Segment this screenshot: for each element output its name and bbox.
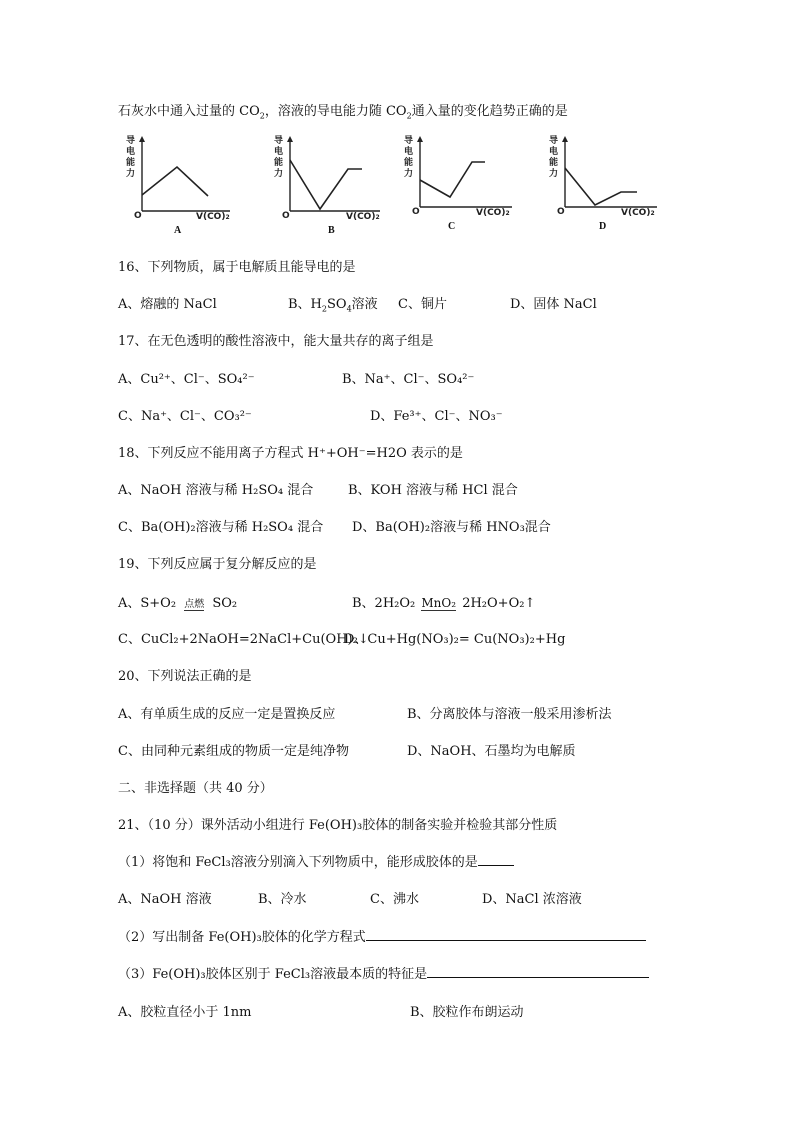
q18-option-d: D、Ba(OH)₂溶液与稀 HNO₃混合 [352,520,551,535]
graph-c-line [420,162,485,197]
graph-a [118,133,238,238]
q16-option-b: B、$H_2SO_4$溶液 [288,297,378,314]
intro-text-pre: 石灰水中通入过量的 CO [118,104,260,119]
q17-option-a: A、Cu²⁺、Cl⁻、SO₄²⁻ [118,372,255,387]
svg-text:电: 电 [404,147,414,157]
answer-blank-2[interactable] [366,928,646,941]
graph-c [400,133,520,238]
q18-option-a: A、NaOH 溶液与稀 H₂SO₄ 混合 [118,483,314,498]
q18-stem: 18、下列反应不能用离子方程式 H⁺+OH⁻=H2O 表示的是 [118,446,463,461]
q21-part1: （1）将饱和 FeCl₃溶液分别滴入下列物质中，能形成胶体的是 [118,851,514,870]
svg-text:导: 导 [404,136,414,146]
q16-option-c: C、铜片 [398,297,447,312]
reaction-condition: 点燃 [184,595,204,611]
q20-option-a: A、有单质生成的反应一定是置换反应 [118,707,336,722]
svg-text:V(CO)2: V(CO)2 [346,212,380,222]
intro-question: 石灰水中通入过量的 $CO_2$，溶液的导电能力随 $CO_2$通入量的变化趋势正确的是 [118,104,568,121]
svg-text:导: 导 [274,136,284,146]
svg-text:O: O [557,207,565,217]
q18-option-b: B、KOH 溶液与稀 HCl 混合 [348,483,518,498]
q21-option-d: D、NaCl 浓溶液 [482,892,582,907]
graph-b [270,133,390,238]
graph-b-svg [270,133,390,223]
q18-option-c: C、Ba(OH)₂溶液与稀 H₂SO₄ 混合 [118,520,324,535]
svg-text:电: 电 [126,147,136,157]
q16-option-d: D、固体 NaCl [510,297,597,312]
q16-option-a: A、熔融的 NaCl [118,297,217,312]
svg-text:V(CO)2: V(CO)2 [621,208,655,218]
q20-option-c: C、由同种元素组成的物质一定是纯净物 [118,744,349,759]
graph-d-line [565,168,637,205]
graph-c-svg [400,133,520,223]
q17-option-d: D、Fe³⁺、Cl⁻、NO₃⁻ [370,409,503,424]
graph-d-label: D [599,221,607,232]
svg-text:O: O [134,211,142,221]
graph-c-label: C [448,221,456,232]
q19-option-b: B、2H₂O₂ MnO₂ 2H₂O+O₂↑ [352,596,536,611]
q20-option-b: B、分离胶体与溶液一般采用渗析法 [407,707,612,722]
answer-blank-1[interactable] [478,853,514,866]
reaction-catalyst: MnO₂ [421,596,457,610]
q17-option-c: C、Na⁺、Cl⁻、CO₃²⁻ [118,409,252,424]
graph-d-svg [545,133,665,223]
q16-stem: 16、下列物质，属于电解质且能导电的是 [118,260,356,275]
svg-text:O: O [412,207,420,217]
svg-text:力: 力 [404,169,414,179]
svg-text:力: 力 [274,169,284,179]
q17-option-b: B、Na⁺、Cl⁻、SO₄²⁻ [342,372,475,387]
y-label-char: 导 [126,136,136,146]
q20-option-d: D、NaOH、石墨均为电解质 [407,744,576,759]
svg-text:V(CO)2: V(CO)2 [476,208,510,218]
q21-option-a: A、NaOH 溶液 [118,892,212,907]
q21-p3-option-a: A、胶粒直径小于 1nm [118,1005,252,1020]
answer-blank-3[interactable] [427,965,649,978]
q17-stem: 17、在无色透明的酸性溶液中，能大量共存的离子组是 [118,334,434,349]
q21-p3-option-b: B、胶粒作布朗运动 [410,1005,524,1020]
svg-text:能: 能 [126,158,136,168]
graph-b-label: B [328,225,335,236]
svg-text:电: 电 [274,147,284,157]
graph-a-line [142,167,208,196]
svg-text:能: 能 [549,158,559,168]
svg-text:能: 能 [404,158,414,168]
svg-text:电: 电 [549,147,559,157]
q19-stem: 19、下列反应属于复分解反应的是 [118,557,317,572]
q19-option-c: C、CuCl₂+2NaOH=2NaCl+Cu(OH)₂↓ [118,632,369,647]
graph-a-svg [118,133,238,223]
svg-text:导: 导 [549,136,559,146]
q19-option-a: A、S+O₂ 点燃 SO₂ [118,596,238,611]
graph-d [545,133,665,238]
q21-part3: （3）Fe(OH)₃胶体区别于 FeCl₃溶液最本质的特征是 [118,963,649,982]
svg-text:力: 力 [549,169,559,179]
svg-text:能: 能 [274,158,284,168]
svg-text:V(CO)2: V(CO)2 [196,212,230,222]
graph-b-line [290,160,362,209]
q21-option-c: C、沸水 [370,892,419,907]
section-heading: 二、非选择题（共 40 分） [118,781,273,796]
q20-stem: 20、下列说法正确的是 [118,669,252,684]
q19-option-d: D、Cu+Hg(NO₃)₂= Cu(NO₃)₂+Hg [344,632,566,647]
svg-text:力: 力 [126,169,136,179]
svg-text:O: O [282,211,290,221]
graph-a-label: A [174,225,182,236]
q21-part2: （2）写出制备 Fe(OH)₃胶体的化学方程式 [118,926,646,945]
intro-text-post: 通入量的变化趋势正确的是 [411,104,568,119]
q21-stem: 21、（10 分）课外活动小组进行 Fe(OH)₃胶体的制备实验并检验其部分性质 [118,818,558,833]
intro-text-mid: ，溶液的导电能力随 CO [264,104,407,119]
q21-option-b: B、冷水 [258,892,307,907]
